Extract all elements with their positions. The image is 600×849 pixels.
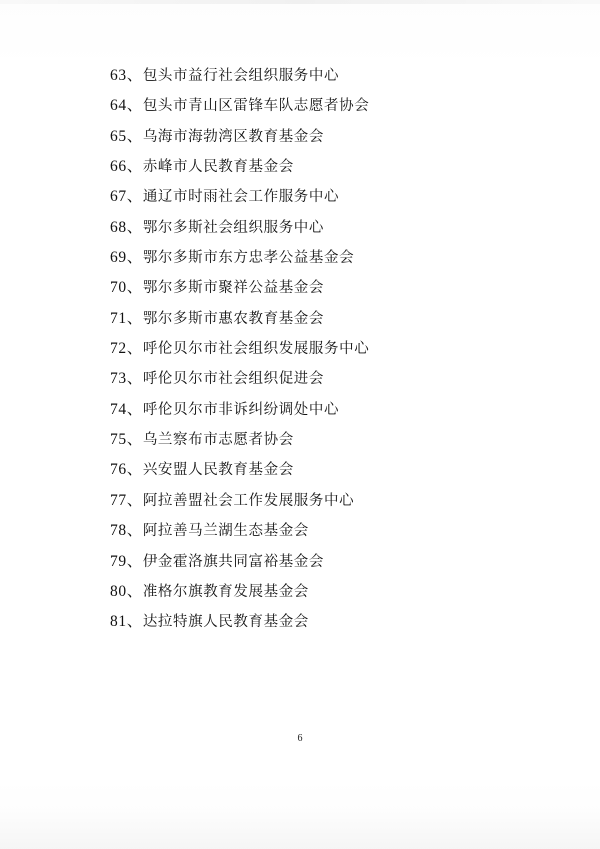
item-text: 阿拉善马兰湖生态基金会 xyxy=(142,523,309,540)
item-text: 鄂尔多斯市聚祥公益基金会 xyxy=(142,280,325,297)
list-item xyxy=(110,486,369,516)
item-number: 70、 xyxy=(110,279,143,297)
list-item xyxy=(110,91,369,121)
item-number: 73、 xyxy=(110,370,143,388)
list-item xyxy=(110,607,369,637)
item-number: 81、 xyxy=(110,613,143,631)
item-number: 79、 xyxy=(110,552,143,570)
list-item xyxy=(110,304,369,334)
list-item xyxy=(110,122,369,152)
item-text: 通辽市时雨社会工作服务中心 xyxy=(142,189,340,206)
item-number: 71、 xyxy=(110,309,143,327)
list-item xyxy=(110,182,369,212)
item-text: 伊金霍洛旗共同富裕基金会 xyxy=(142,553,325,570)
list-item xyxy=(110,516,369,546)
item-number: 74、 xyxy=(110,400,143,418)
organization-list xyxy=(110,61,369,638)
item-number: 77、 xyxy=(110,491,143,509)
item-number: 78、 xyxy=(110,522,143,540)
list-item xyxy=(110,61,369,91)
item-text: 鄂尔多斯社会组织服务中心 xyxy=(142,219,325,236)
list-item xyxy=(110,152,369,182)
item-text: 乌海市海勃湾区教育基金会 xyxy=(142,128,325,145)
list-item xyxy=(110,425,369,455)
item-text: 包头市益行社会组织服务中心 xyxy=(142,68,340,84)
list-item xyxy=(110,364,369,394)
item-text: 乌兰察布市志愿者协会 xyxy=(142,432,294,449)
list-item xyxy=(110,334,369,364)
list-item xyxy=(110,213,369,243)
item-text: 鄂尔多斯市惠农教育基金会 xyxy=(142,310,325,327)
page-number: 6 xyxy=(297,733,303,744)
item-text: 达拉特旗人民教育基金会 xyxy=(142,614,309,631)
item-text: 鄂尔多斯市东方忠孝公益基金会 xyxy=(142,250,355,267)
item-text: 呼伦贝尔市非诉纠纷调处中心 xyxy=(142,401,340,418)
item-number: 66、 xyxy=(110,158,143,176)
item-number: 76、 xyxy=(110,461,143,479)
list-item xyxy=(110,547,369,577)
item-number: 63、 xyxy=(110,67,143,84)
item-text: 阿拉善盟社会工作发展服务中心 xyxy=(142,492,355,509)
item-text: 包头市青山区雷锋车队志愿者协会 xyxy=(142,98,370,115)
item-number: 80、 xyxy=(110,582,143,600)
list-item xyxy=(110,243,369,273)
list-item xyxy=(110,455,369,485)
item-number: 72、 xyxy=(110,340,143,358)
list-item xyxy=(110,273,369,303)
item-number: 75、 xyxy=(110,431,143,449)
scan-edge-top xyxy=(0,0,600,4)
list-item xyxy=(110,395,369,425)
item-number: 68、 xyxy=(110,218,143,236)
item-text: 呼伦贝尔市社会组织发展服务中心 xyxy=(142,341,370,358)
item-number: 65、 xyxy=(110,127,143,145)
item-text: 赤峰市人民教育基金会 xyxy=(142,159,294,176)
item-number: 69、 xyxy=(110,249,143,267)
item-text: 呼伦贝尔市社会组织促进会 xyxy=(142,371,325,388)
scan-edge-bottom xyxy=(0,809,600,849)
item-text: 兴安盟人民教育基金会 xyxy=(142,462,294,479)
list-item xyxy=(110,577,369,607)
item-number: 67、 xyxy=(110,188,143,206)
item-number: 64、 xyxy=(110,97,143,115)
item-text: 准格尔旗教育发展基金会 xyxy=(142,583,309,600)
